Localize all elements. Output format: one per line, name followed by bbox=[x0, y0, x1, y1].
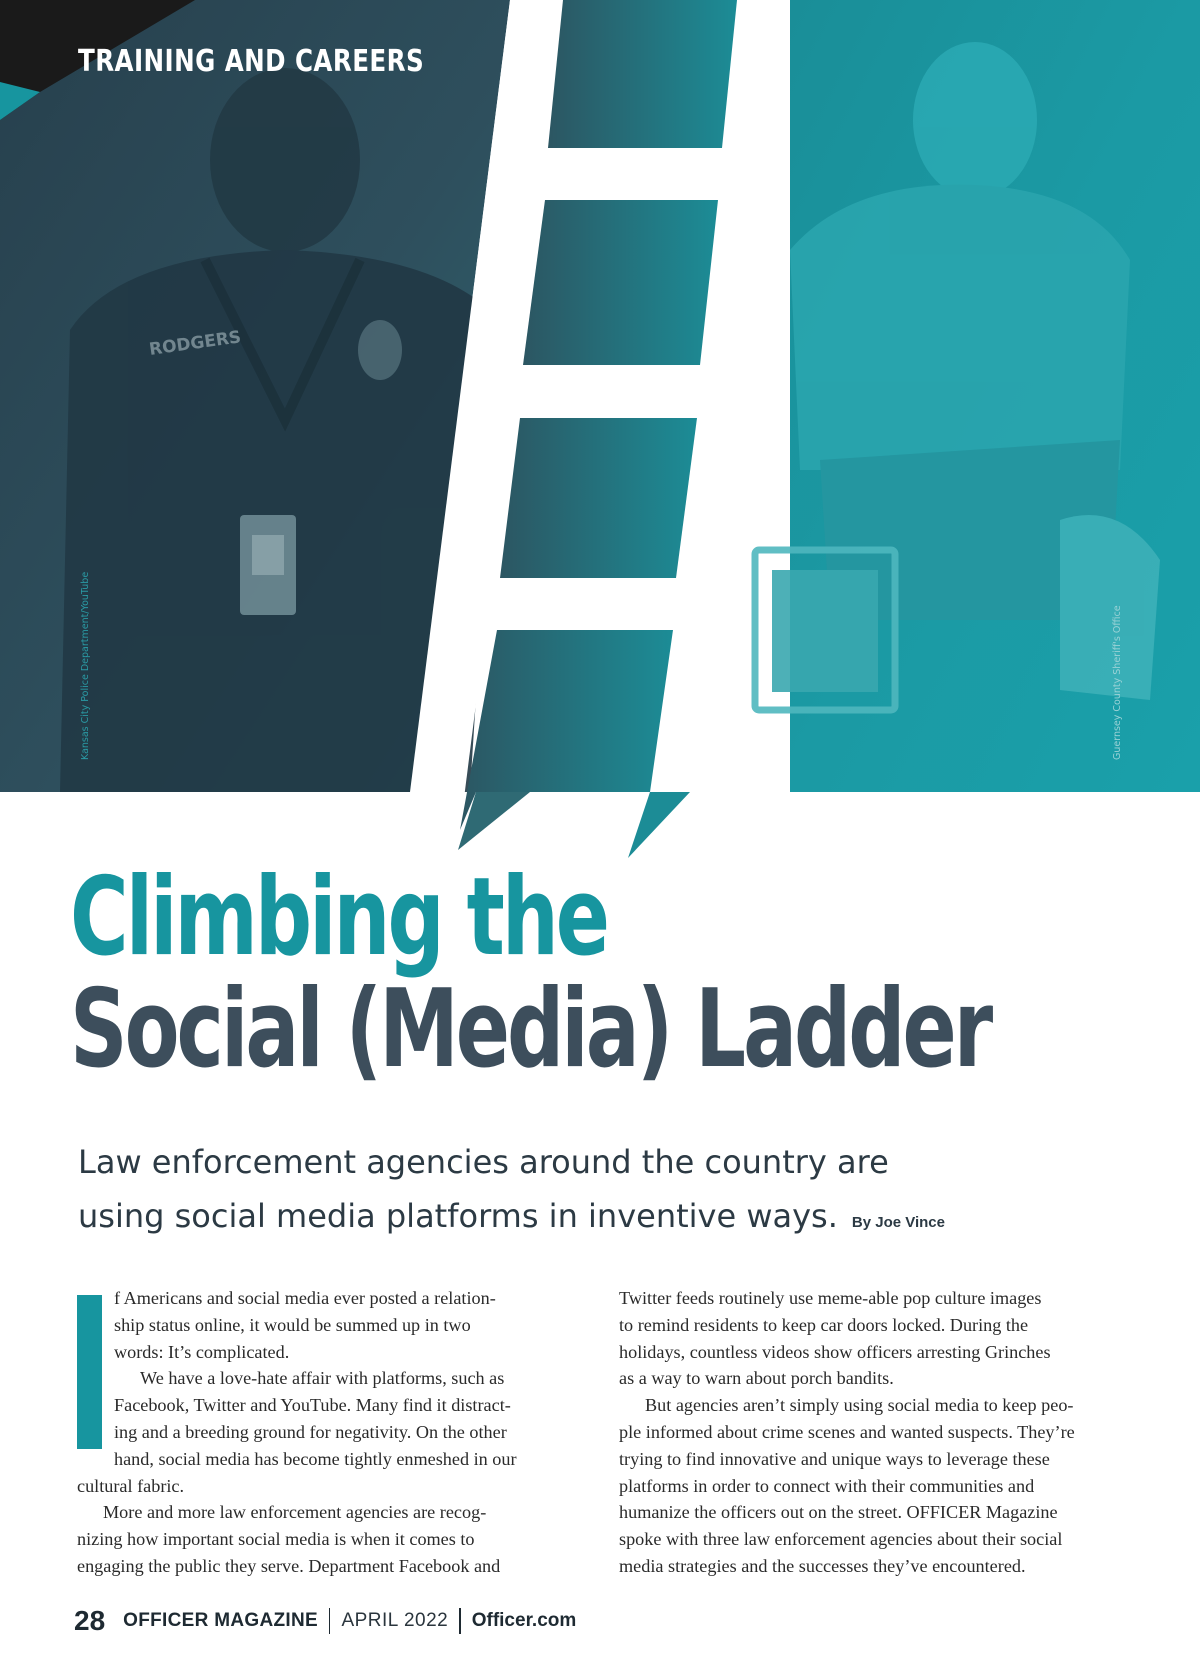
photo-credit-right: Guernsey County Sheriff's Office bbox=[1112, 605, 1123, 760]
article-deck bbox=[78, 1135, 978, 1250]
website-link[interactable]: Officer.com bbox=[471, 1610, 577, 1631]
deck-line-1: Law enforcement agencies around the country are bbox=[78, 1143, 889, 1181]
body-column-right bbox=[619, 1285, 1131, 1580]
text-line: We have a love-hate affair with platforms, such as bbox=[140, 1368, 505, 1389]
deck-line-2: using social media platforms in inventive ways. bbox=[78, 1197, 838, 1235]
page-footer bbox=[74, 1605, 576, 1637]
headline-line-1: Climbing the bbox=[70, 855, 608, 980]
text-line: engaging the public they serve. Department Facebook and bbox=[77, 1555, 501, 1576]
drop-cap-bar bbox=[77, 1295, 102, 1449]
text-line: words: It’s complicated. bbox=[114, 1341, 290, 1362]
paragraph-1 bbox=[77, 1285, 567, 1365]
text-line: cultural fabric. bbox=[77, 1475, 185, 1496]
section-label: TRAINING AND CAREERS bbox=[78, 44, 425, 79]
paragraph-4 bbox=[619, 1285, 1131, 1392]
byline: By Joe Vince bbox=[851, 1214, 945, 1231]
body-column-left bbox=[77, 1285, 567, 1580]
text-line: f Americans and social media ever posted a relation- bbox=[114, 1288, 496, 1308]
text-line: But agencies aren’t simply using social media to keep peo- bbox=[645, 1395, 1074, 1416]
footer-divider bbox=[459, 1608, 461, 1634]
text-line: Twitter feeds routinely use meme-able pop culture images bbox=[619, 1288, 1042, 1308]
magazine-name: OFFICER MAGAZINE bbox=[123, 1610, 318, 1631]
paragraph-2 bbox=[77, 1365, 567, 1499]
text-line: as a way to warn about porch bandits. bbox=[619, 1368, 894, 1389]
paragraph-3 bbox=[77, 1499, 567, 1579]
deck-line-2-wrap bbox=[78, 1189, 978, 1250]
text-line: Facebook, Twitter and YouTube. Many find it distract- bbox=[114, 1395, 511, 1416]
text-line: holidays, countless videos show officers arresting Grinches bbox=[619, 1341, 1051, 1362]
paragraph-5 bbox=[619, 1392, 1131, 1580]
text-line: ple informed about crime scenes and wanted suspects. They’re bbox=[619, 1421, 1075, 1442]
name-tag-text: RODGERS bbox=[147, 327, 243, 360]
text-line: More and more law enforcement agencies are recog- bbox=[103, 1502, 487, 1523]
text-line: spoke with three law enforcement agencies about their social bbox=[619, 1529, 1063, 1550]
page-number: 28 bbox=[74, 1605, 106, 1636]
text-line: media strategies and the successes they’ve encountered. bbox=[619, 1555, 1026, 1576]
text-line: hand, social media has become tightly enmeshed in our bbox=[114, 1448, 517, 1469]
text-line: ing and a breeding ground for negativity. On the other bbox=[114, 1421, 507, 1442]
photo-credit-left: Kansas City Police Department/YouTube bbox=[80, 571, 91, 760]
headline-line-2: Social (Media) Ladder bbox=[70, 967, 991, 1092]
text-line: ship status online, it would be summed up in two bbox=[114, 1314, 471, 1335]
text-line: trying to find innovative and unique ways to leverage these bbox=[619, 1448, 1050, 1469]
text-line: humanize the officers out on the street. OFFICER Magazine bbox=[619, 1502, 1058, 1523]
text-line: to remind residents to keep car doors locked. During the bbox=[619, 1314, 1029, 1335]
text-line: nizing how important social media is when it comes to bbox=[77, 1529, 475, 1550]
footer-divider bbox=[329, 1608, 331, 1634]
text-line: platforms in order to connect with their communities and bbox=[619, 1475, 1035, 1496]
article-headline bbox=[70, 855, 1200, 1092]
issue-date: APRIL 2022 bbox=[341, 1610, 449, 1631]
